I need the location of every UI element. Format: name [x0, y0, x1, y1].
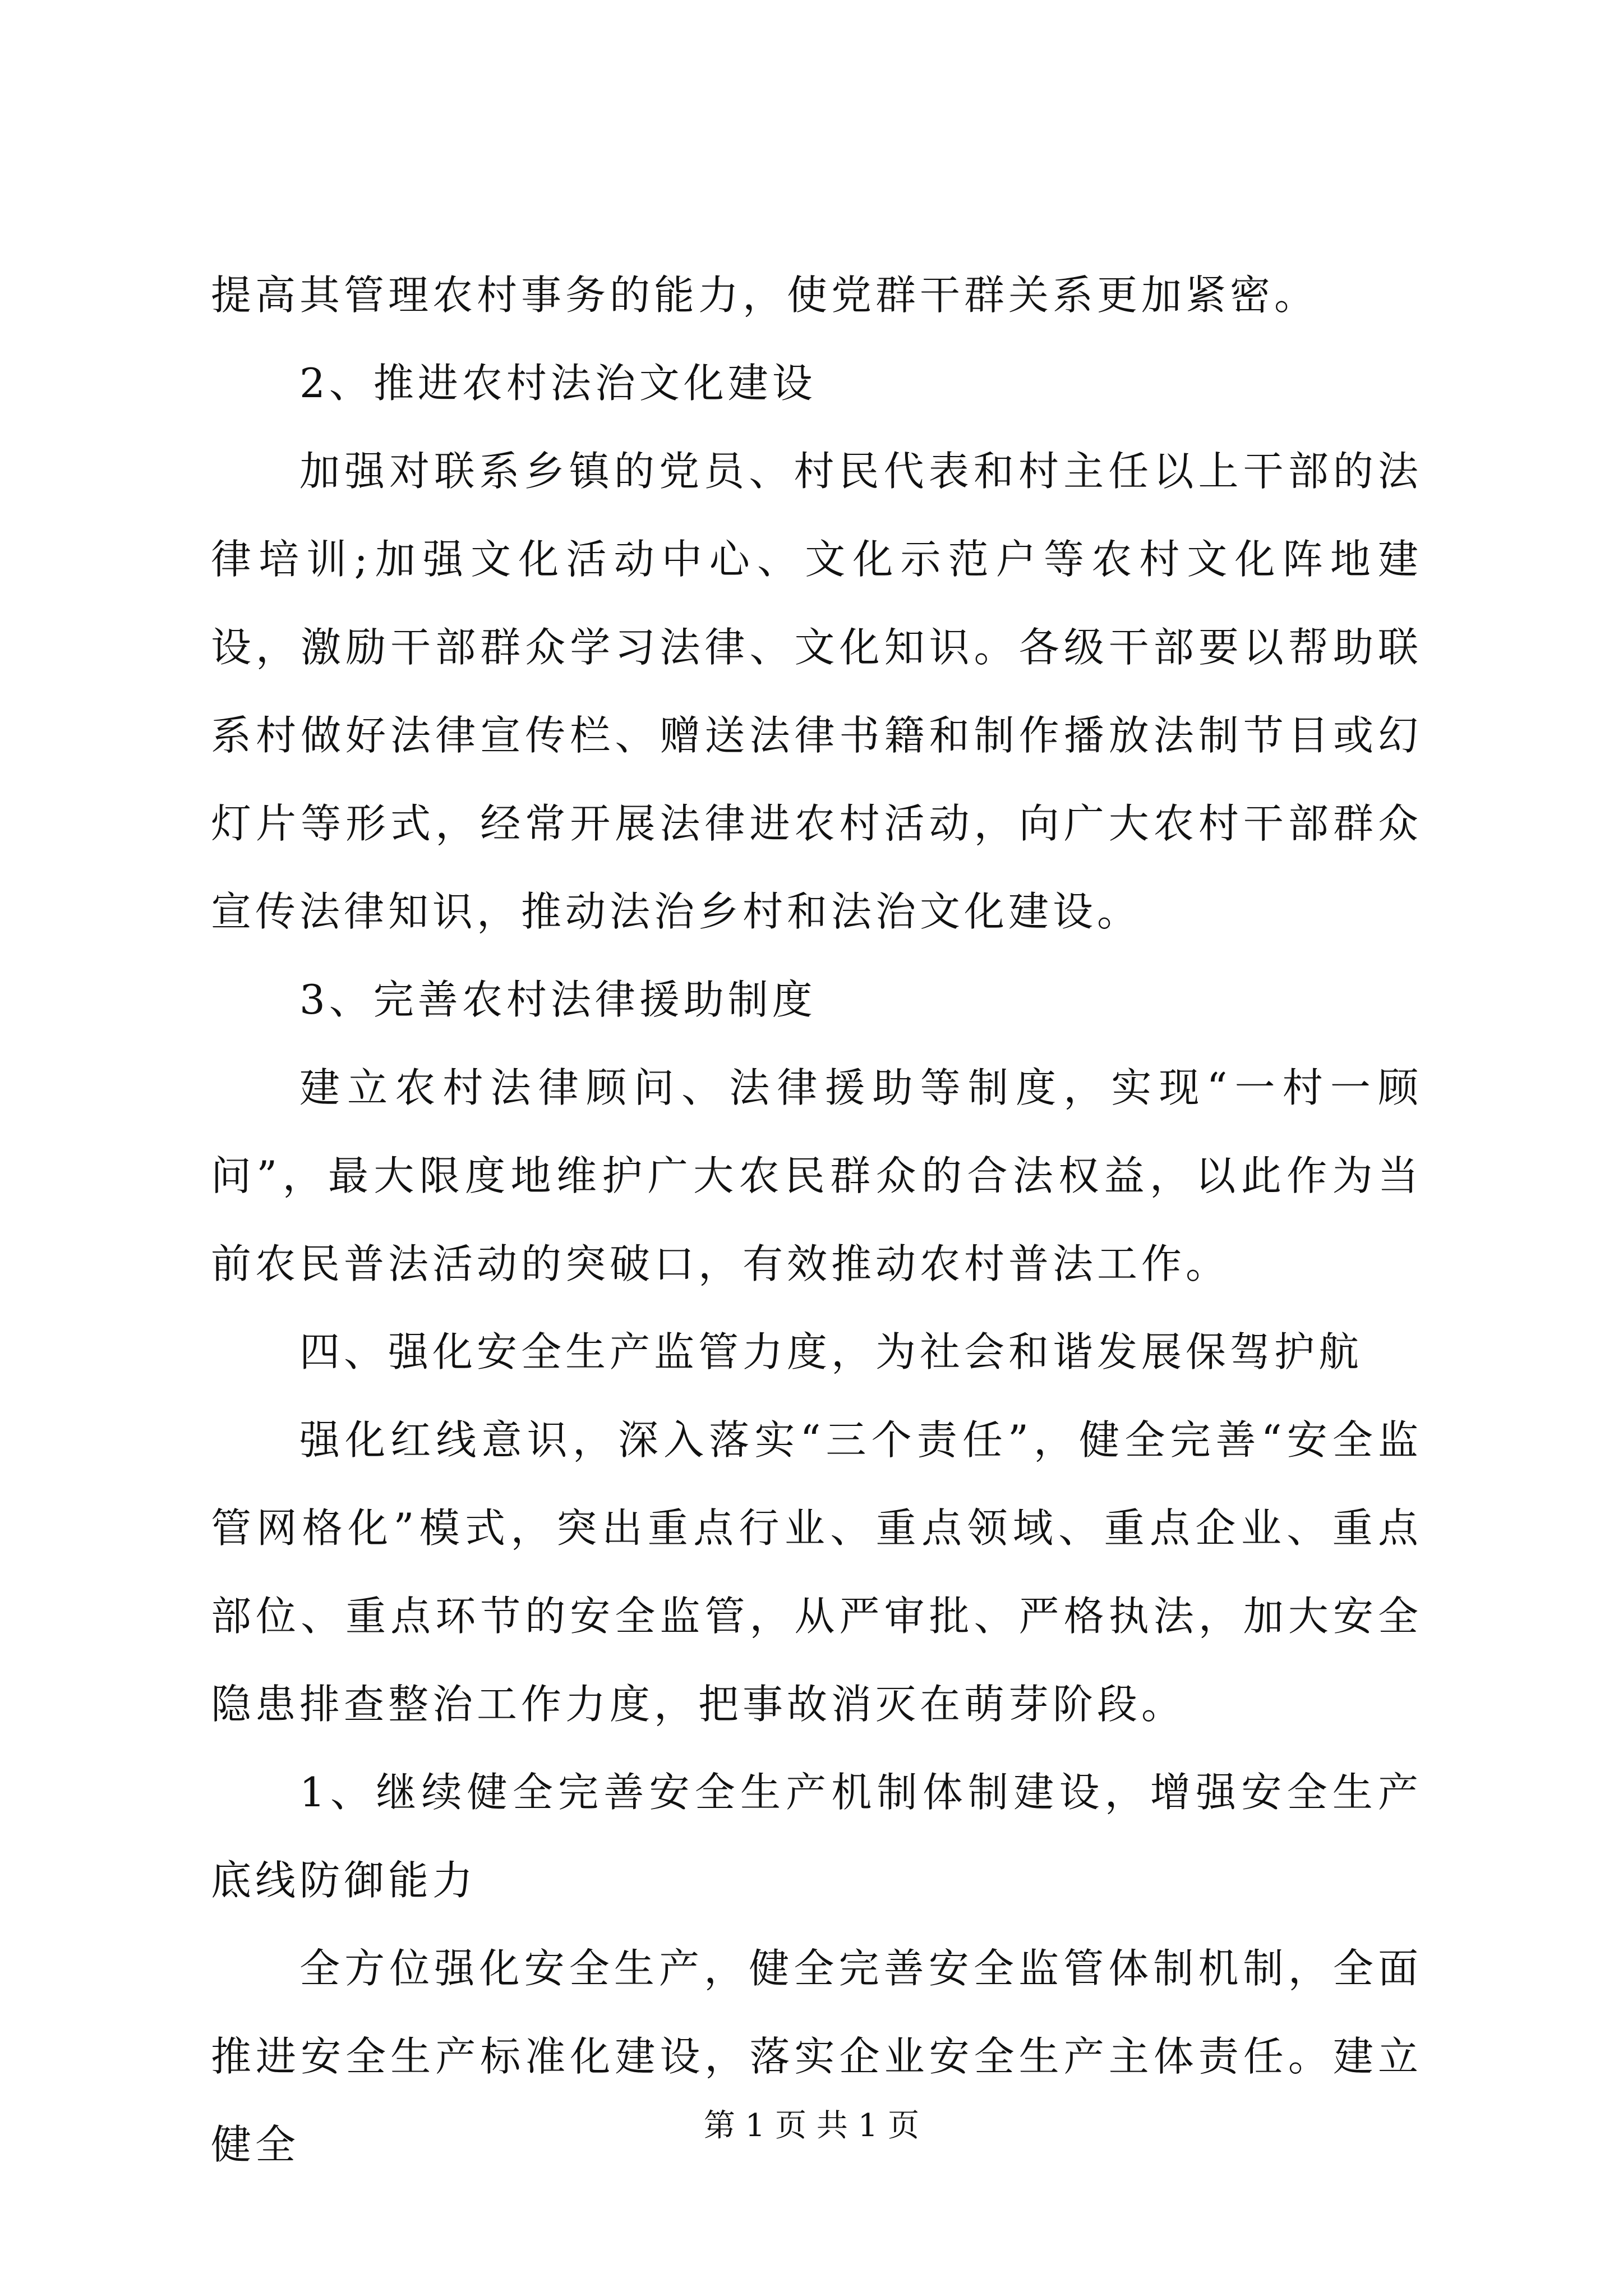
section-heading-4: 四、强化安全生产监管力度，为社会和谐发展保驾护航 [299, 1328, 1363, 1375]
page-footer: 第 1 页 共 1 页 [703, 2108, 920, 2144]
paragraph-legal-aid: 建立农村法律顾问、法律援助等制度，实现“一村一顾问”，最大限度地维护广大农民群众的合法权益，以此作为当前农民普法活动的突破口，有效推动农村普法工作。 [211, 1064, 1422, 1287]
paragraph-safety-mechanism: 全方位强化安全生产，健全完善安全监管体制机制，全面推进安全生产标准化建设，落实企业安全生产主体责任。建立健全 [211, 1945, 1422, 2168]
section-heading-2: 2、推进农村法治文化建设 [299, 360, 817, 407]
section-heading-3: 3、完善农村法律援助制度 [299, 976, 817, 1023]
paragraph-safety-supervision: 强化红线意识，深入落实“三个责任”，健全完善“安全监管网格化”模式，突出重点行业、重点领域、重点企业、重点部位、重点环节的安全监管，从严审批、严格执法，加大安全隐患排查整治工作力度，把事故消灭在萌芽阶段。 [211, 1416, 1422, 1728]
section-heading-4-1: 1、继续健全完善安全生产机制体制建设，增强安全生产底线防御能力 [211, 1769, 1422, 1904]
paragraph-continuation: 提高其管理农村事务的能力，使党群干群关系更加紧密。 [211, 272, 1319, 319]
document-body [211, 251, 1422, 2189]
paragraph-legal-culture: 加强对联系乡镇的党员、村民代表和村主任以上干部的法律培训;加强文化活动中心、文化示范户等农村文化阵地建设，激励干部群众学习法律、文化知识。各级干部要以帮助联系村做好法律宣传栏、赠送法律书籍和制作播放法制节目或幻灯片等形式，经常开展法律进农村活动，向广大农村干部群众宣传法律知识，推动法治乡村和法治文化建设。 [211, 448, 1422, 935]
